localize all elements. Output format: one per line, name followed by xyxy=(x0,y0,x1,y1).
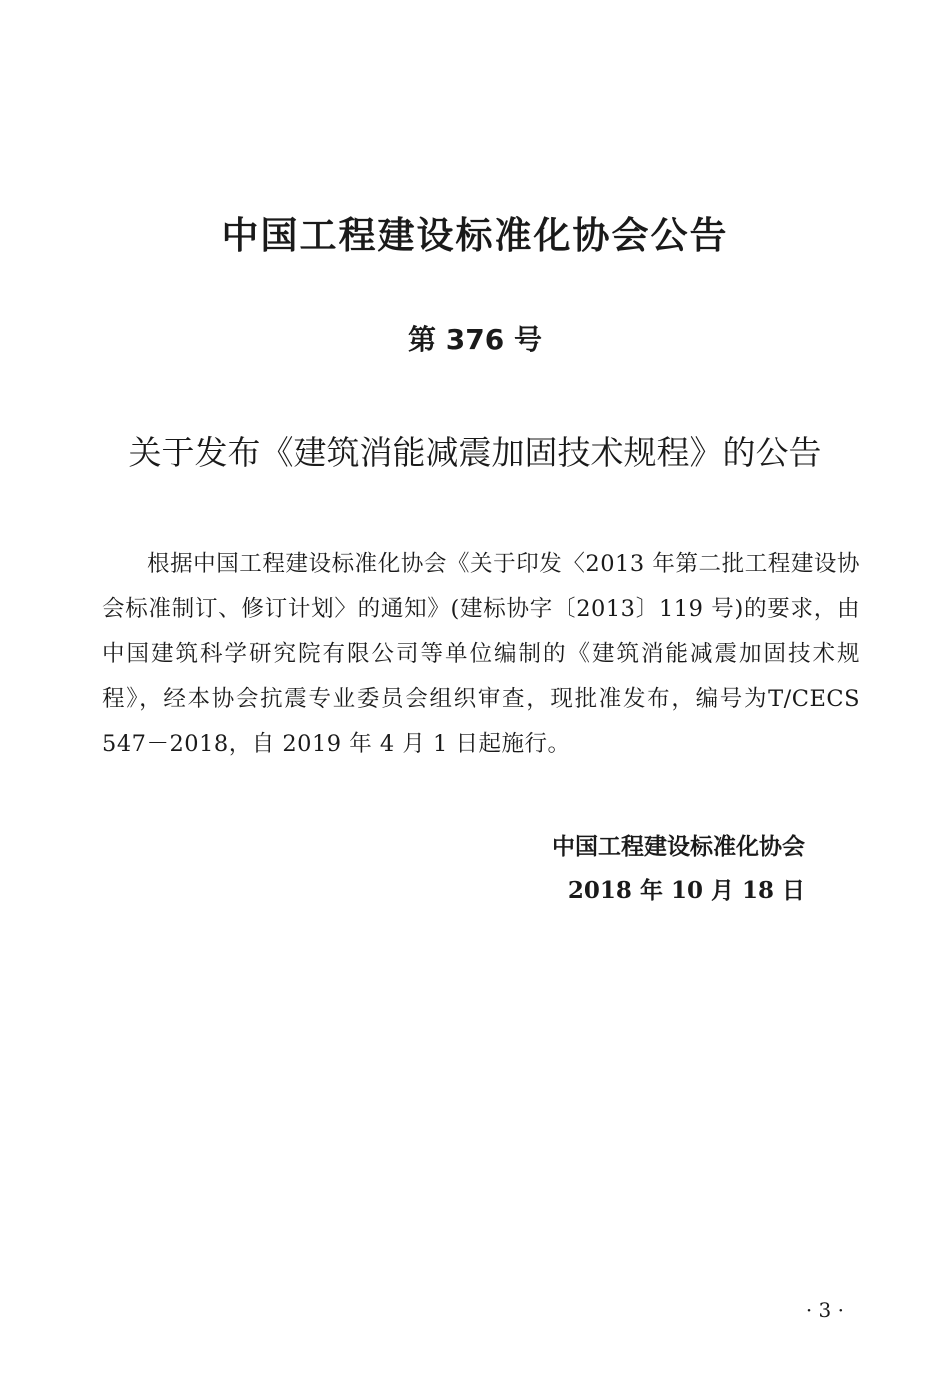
signature-date: 2018 年 10 月 18 日 xyxy=(567,877,805,904)
notice-title: 关于发布《建筑消能减震加固技术规程》的公告 xyxy=(128,433,822,472)
page-number: · 3 · xyxy=(805,1298,844,1322)
doc-number: 第 376 号 xyxy=(408,323,542,356)
signature-org: 中国工程建设标准化协会 xyxy=(552,834,805,860)
org-title: 中国工程建设标准化协会公告 xyxy=(221,214,729,257)
announcement-body: 根据中国工程建设标准化协会《关于印发〈2013 年第二批工程建设协会标准制订、修订计划〉的通知》(建标协字〔2013〕119 号)的要求，由中国建筑科学研究院有限公司等单位编制的《建筑消能减震加固技术规程》，经本协会抗震专业委员会组织审查，现批准发布，编号为T/CECS 547－2018，自 2019 年 4 月 1 日起施行。 xyxy=(102,551,860,757)
